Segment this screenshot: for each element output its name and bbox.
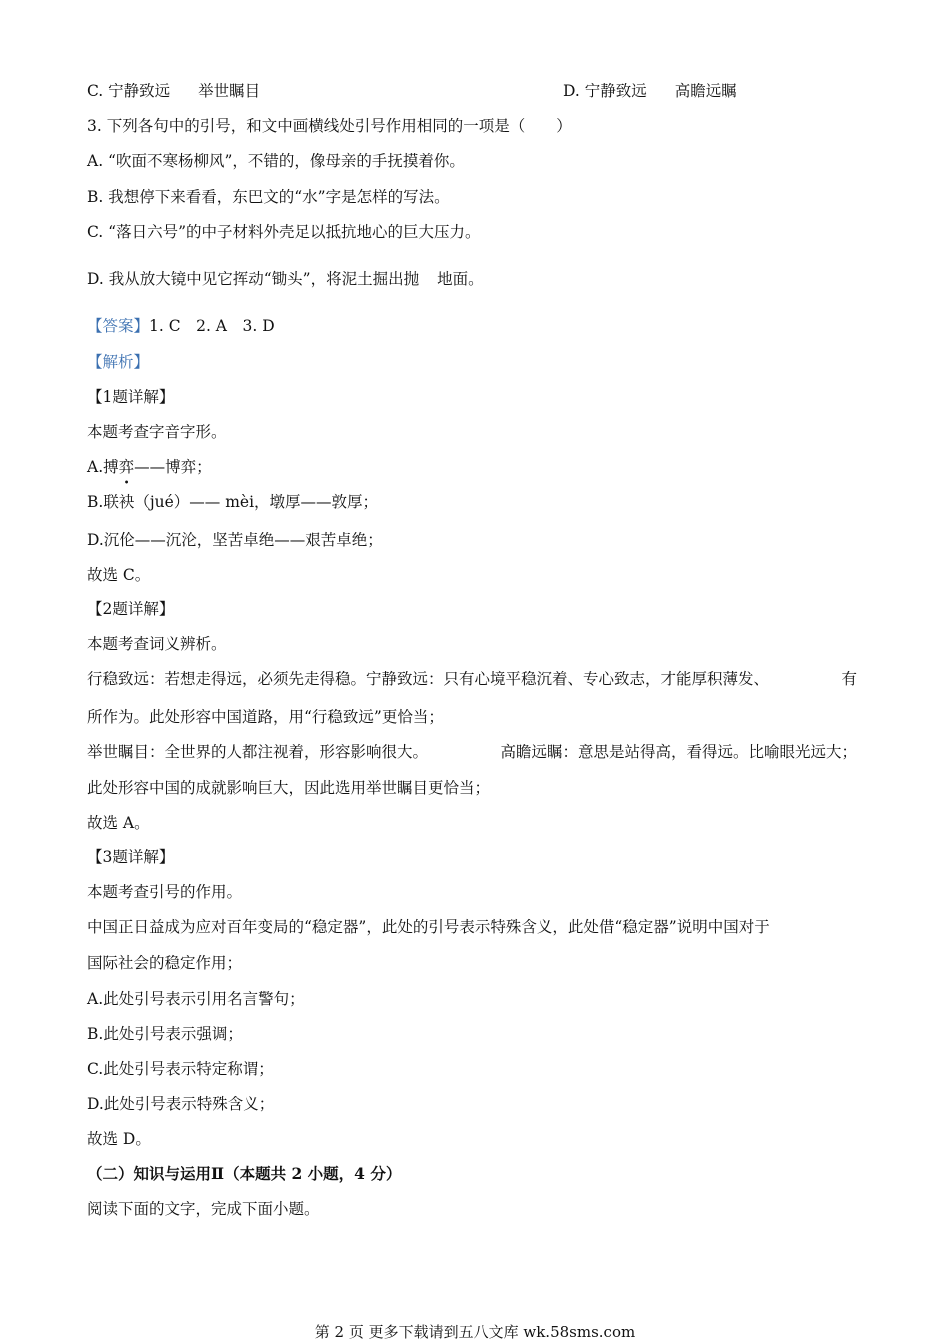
q1-conclusion: 故选 C。	[87, 566, 151, 584]
q3-detail-p-line1: 中国正日益成为应对百年变局的“稳定器”，此处的引号表示特殊含义，此处借“稳定器”说明中国对于	[87, 918, 770, 936]
option-d	[563, 80, 737, 102]
q3-option-c: C. “落日六号”的中子材料外壳足以抵抗地心的巨大压力。	[87, 223, 481, 241]
q3-detail-title: 【3题详解】	[87, 848, 175, 866]
q2-p2-line2: 此处形容中国的成就影响巨大，因此选用举世瞩目更恰当；	[87, 779, 491, 797]
q2-p1-line2: 所作为。此处形容中国道路，用“行稳致远”更恰当；	[87, 708, 444, 726]
q2-p2-line1	[87, 741, 857, 763]
options-row-cd	[87, 80, 887, 102]
q1-title: 【1题详解】	[87, 388, 175, 406]
q3-detail-d: D.此处引号表示特殊含义；	[87, 1095, 275, 1113]
q3-detail-conclusion: 故选 D。	[87, 1130, 151, 1148]
q3-detail-b: B.此处引号表示强调；	[87, 1025, 243, 1043]
q3-detail-a: A.此处引号表示引用名言警句；	[87, 990, 305, 1008]
option-d-word: 高瞻远瞩	[674, 82, 737, 100]
q3-option-d-pre: D. 我从放大镜中见它挥动“锄头”，将泥土掘出抛	[87, 270, 420, 288]
q2-title: 【2题详解】	[87, 600, 175, 618]
option-c-word: 举世瞩目	[198, 82, 261, 100]
q3-option-a: A. “吹面不寒杨柳风”，不错的，像母亲的手抚摸着你。	[87, 152, 465, 170]
q1-b-pre: B.联	[87, 493, 119, 511]
q1-option-b	[87, 491, 378, 513]
q3-detail-p-line2: 国际社会的稳定作用；	[87, 954, 243, 972]
q2-p2-line1-left: 举世瞩目：全世界的人都注视着，形容影响很大。	[87, 743, 429, 761]
option-c-label: C. 宁静致远	[87, 82, 171, 100]
analysis-tag: 【解析】	[87, 353, 150, 371]
q1-b-rest: （jué）—— mèi，墩厚——敦厚；	[134, 493, 379, 511]
option-d-label: D. 宁静致远	[563, 82, 647, 100]
q2-conclusion: 故选 A。	[87, 814, 150, 832]
q3-detail-intro: 本题考查引号的作用。	[87, 883, 243, 901]
section-instruction: 阅读下面的文字，完成下面小题。	[87, 1200, 320, 1218]
q3-option-d	[87, 268, 484, 290]
q3-option-d-post: 地面。	[437, 270, 484, 288]
answer-line	[87, 315, 275, 337]
answer-tag: 【答案】	[87, 317, 150, 335]
q2-p2-line1-right: 高瞻远瞩：意思是站得高，看得远。比喻眼光远大；	[500, 743, 857, 761]
q3-stem: 3. 下列各句中的引号，和文中画横线处引号作用相同的一项是（ ）	[87, 117, 572, 135]
page-footer: 第 2 页 更多下载请到五八文库 wk.58sms.com	[314, 1323, 636, 1341]
q3-detail-c: C.此处引号表示特定称谓；	[87, 1060, 274, 1078]
q2-intro: 本题考查词义辨析。	[87, 635, 227, 653]
section-heading: （二）知识与运用Ⅱ（本题共 2 小题，4 分）	[87, 1164, 402, 1183]
q3-option-b: B. 我想停下来看看，东巴文的“水”字是怎样的写法。	[87, 188, 450, 206]
q2-p1-line1	[87, 668, 857, 690]
q2-p1-line1-left: 行稳致远：若想走得远，必须先走得稳。宁静致远：只有心境平稳沉着、专心致志，才能厚积薄发、	[87, 670, 770, 688]
q1-option-a: A.搏弈——博弈；	[87, 458, 212, 476]
q1-intro: 本题考查字音字形。	[87, 423, 227, 441]
q1-option-d: D.沉伦——沉沦，坚苦卓绝——艰苦卓绝；	[87, 531, 383, 549]
q2-p1-line1-right: 有	[841, 670, 857, 688]
q1-b-emphasis-char: 袂	[118, 493, 135, 511]
answer-text: 1. C 2. A 3. D	[149, 317, 275, 335]
